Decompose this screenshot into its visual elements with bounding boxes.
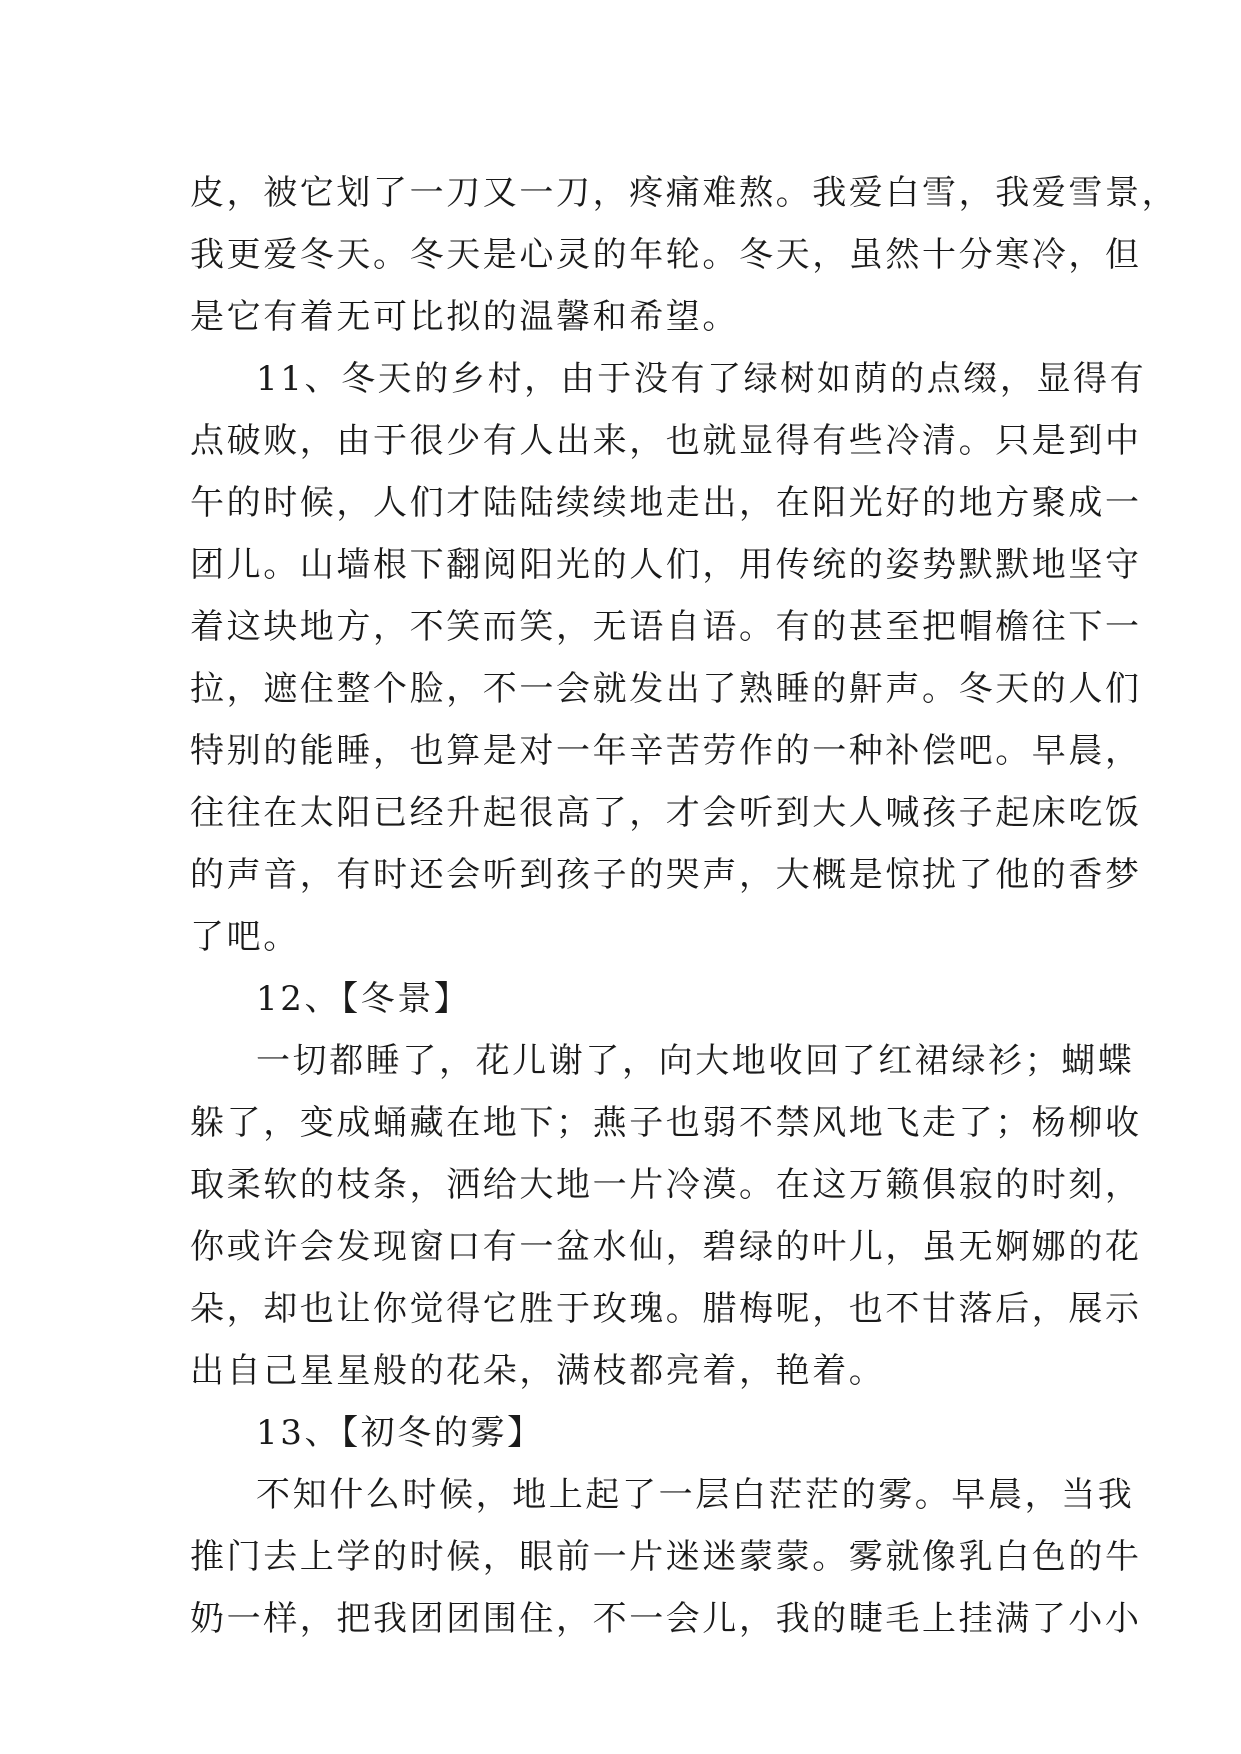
text-line: 11、冬天的乡村，由于没有了绿树如荫的点缀，显得有 — [256, 359, 1147, 399]
text-line: 午的时候，人们才陆陆续续地走出，在阳光好的地方聚成一 — [190, 483, 1142, 523]
text-line: 着这块地方，不笑而笑，无语自语。有的甚至把帽檐往下一 — [190, 607, 1142, 647]
text-line: 拉，遮住整个脸，不一会就发出了熟睡的鼾声。冬天的人们 — [190, 669, 1142, 709]
text-line: 不知什么时候，地上起了一层白茫茫的雾。早晨，当我 — [256, 1475, 1135, 1515]
text-line: 一切都睡了，花儿谢了，向大地收回了红裙绿衫；蝴蝶 — [256, 1041, 1135, 1081]
text-line: 了吧。 — [190, 917, 300, 957]
document-body — [190, 162, 1179, 1650]
section-heading: 12、【冬景】 — [256, 979, 471, 1019]
text-line: 的声音，有时还会听到孩子的哭声，大概是惊扰了他的香梦 — [190, 855, 1142, 895]
text-line: 往往在太阳已经升起很高了，才会听到大人喊孩子起床吃饭 — [190, 793, 1142, 833]
text-line: 朵，却也让你觉得它胜于玫瑰。腊梅呢，也不甘落后，展示 — [190, 1289, 1142, 1329]
text-line: 我更爱冬天。冬天是心灵的年轮。冬天，虽然十分寒冷，但 — [190, 235, 1142, 275]
section-heading: 13、【初冬的雾】 — [256, 1413, 544, 1453]
text-line: 特别的能睡，也算是对一年辛苦劳作的一种补偿吧。早晨， — [190, 731, 1142, 771]
text-line: 奶一样，把我团团围住，不一会儿，我的睫毛上挂满了小小 — [190, 1599, 1142, 1639]
text-line: 团儿。山墙根下翻阅阳光的人们，用传统的姿势默默地坚守 — [190, 545, 1142, 585]
text-line: 皮，被它划了一刀又一刀，疼痛难熬。我爱白雪，我爱雪景， — [190, 173, 1179, 213]
text-line: 躲了，变成蛹藏在地下；燕子也弱不禁风地飞走了；杨柳收 — [190, 1103, 1142, 1143]
text-line: 点破败，由于很少有人出来，也就显得有些冷清。只是到中 — [190, 421, 1142, 461]
text-line: 推门去上学的时候，眼前一片迷迷蒙蒙。雾就像乳白色的牛 — [190, 1537, 1142, 1577]
text-line: 出自己星星般的花朵，满枝都亮着，艳着。 — [190, 1351, 886, 1391]
text-line: 你或许会发现窗口有一盆水仙，碧绿的叶儿，虽无婀娜的花 — [190, 1227, 1142, 1267]
text-line: 是它有着无可比拟的温馨和希望。 — [190, 297, 739, 337]
text-line: 取柔软的枝条，洒给大地一片冷漠。在这万籁俱寂的时刻， — [190, 1165, 1142, 1205]
